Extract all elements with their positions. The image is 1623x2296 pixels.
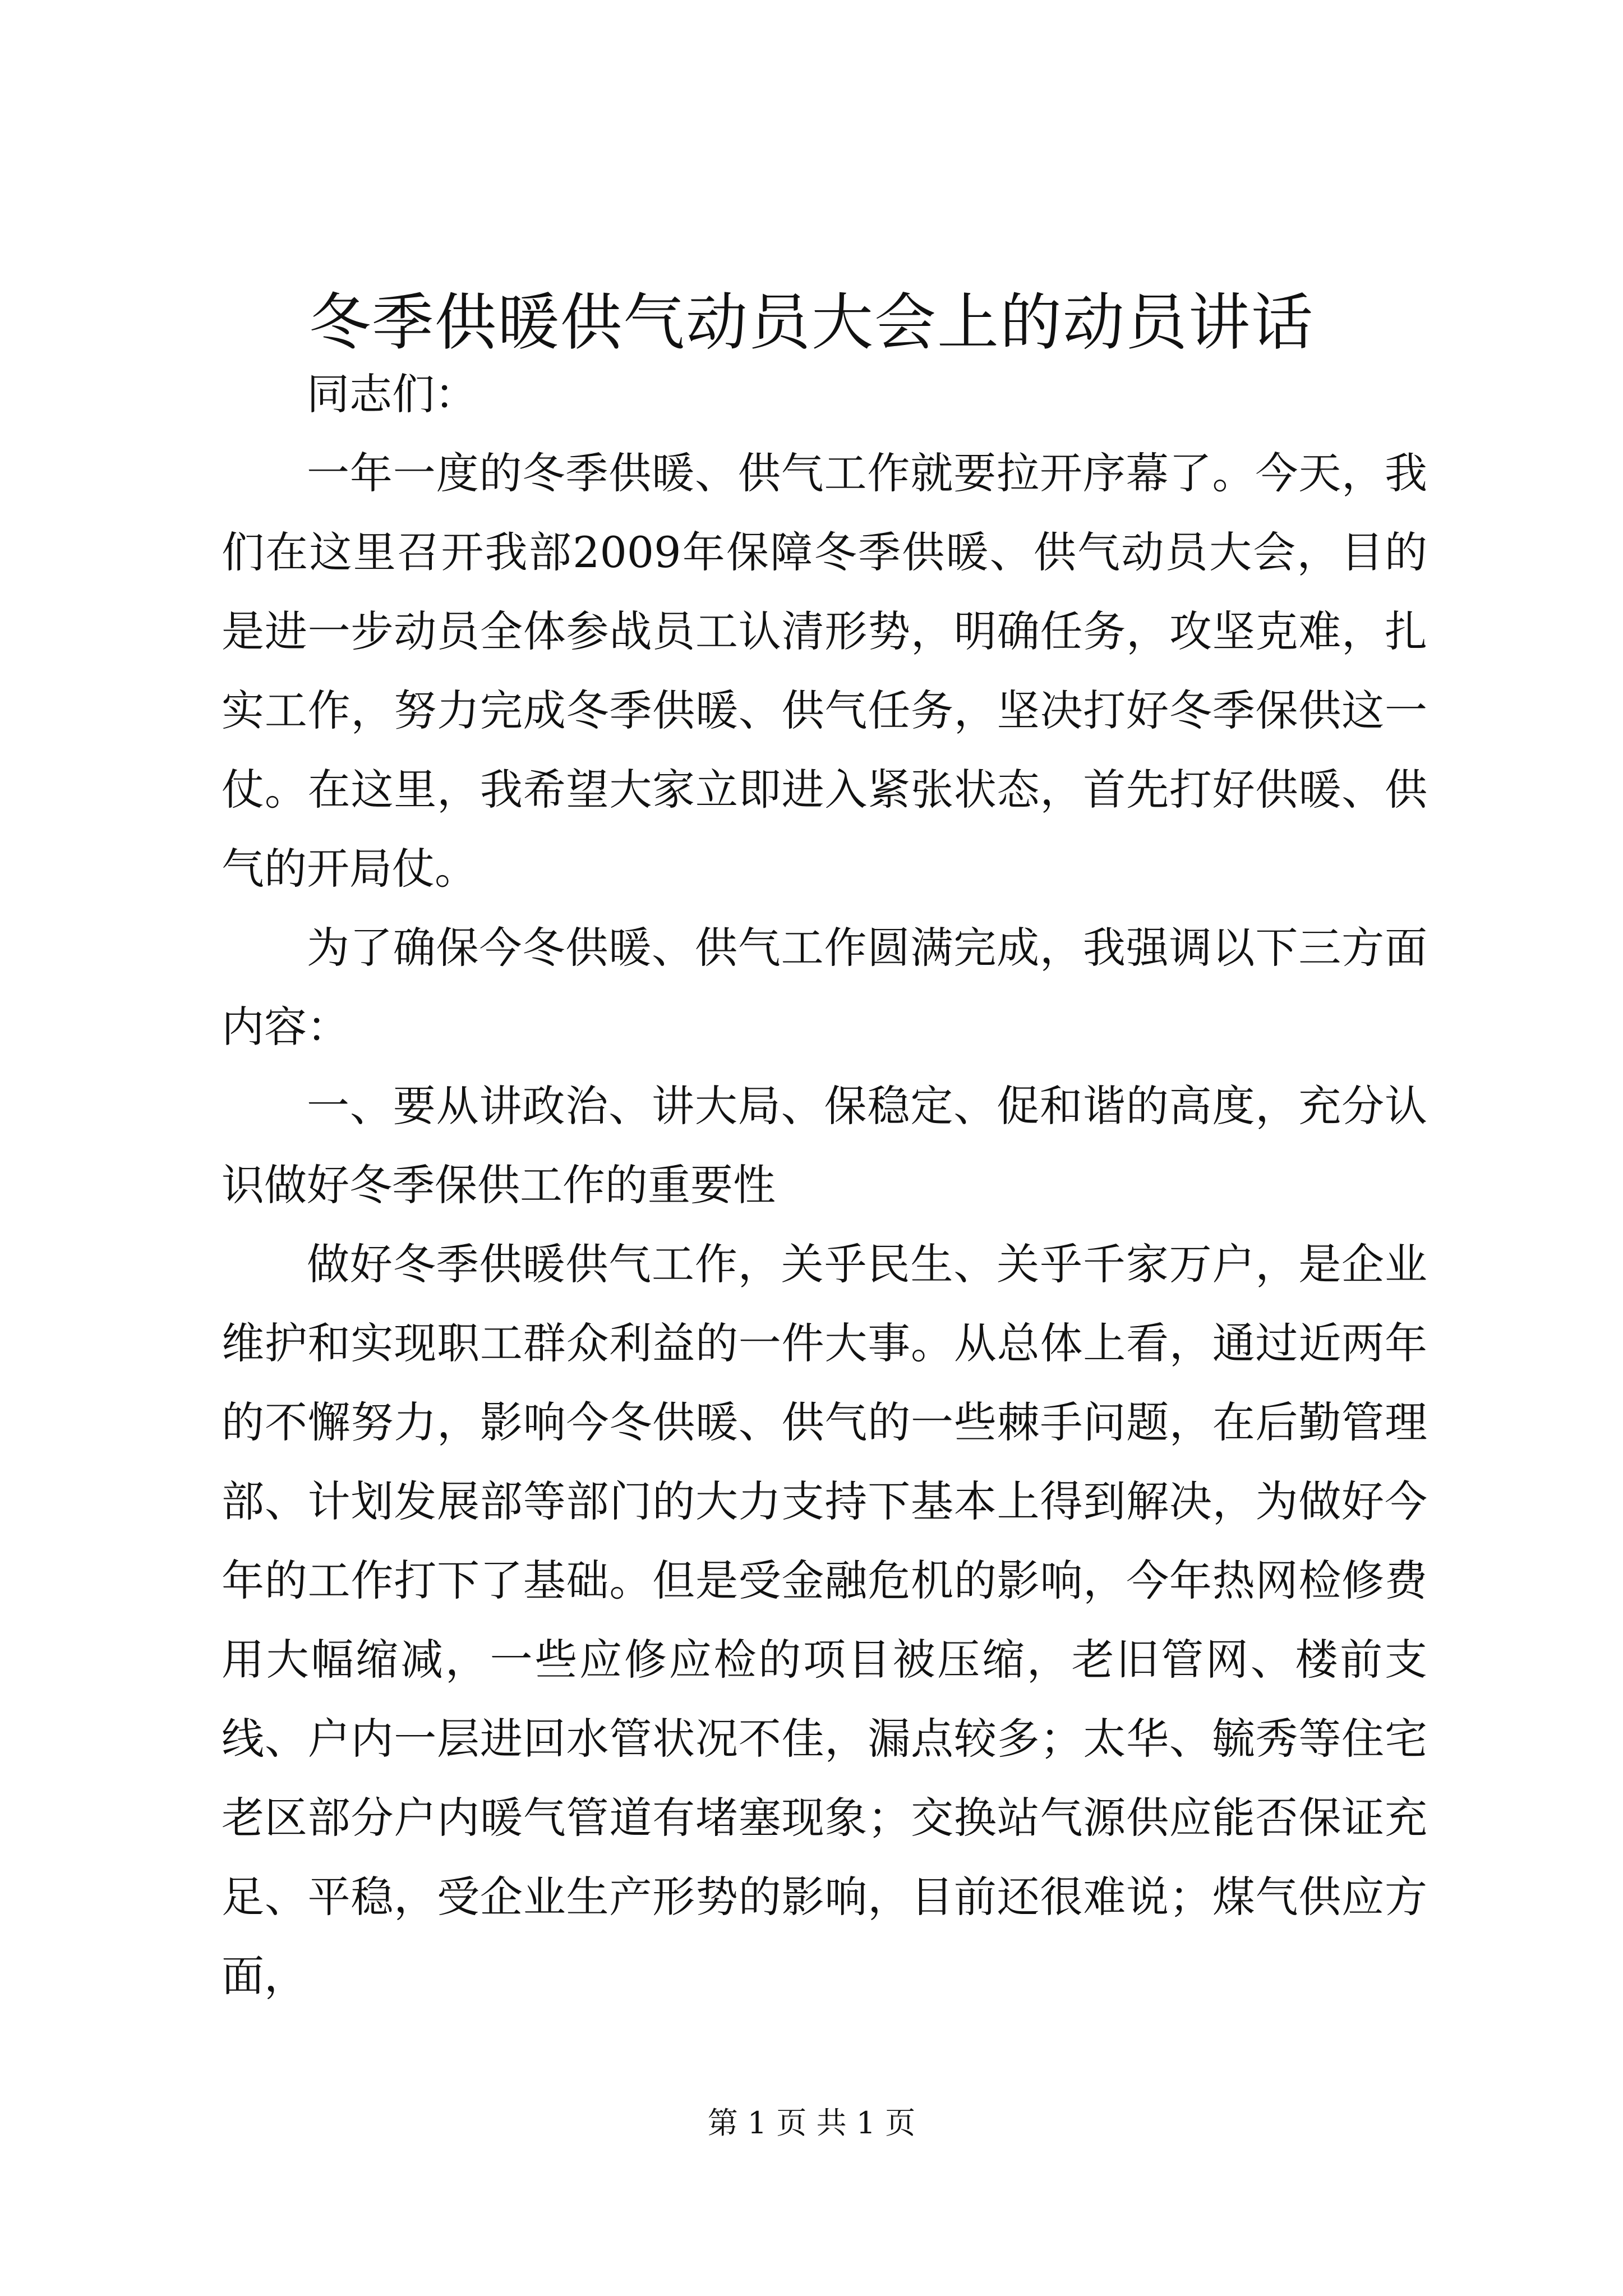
- page-number-footer: 第 1 页 共 1 页: [707, 2105, 916, 2141]
- document-body: [222, 355, 1427, 2016]
- opening-paragraph: 一年一度的冬季供暖、供气工作就要拉开序幕了。今天，我们在这里召开我部2009年保障冬季供暖、供气动员大会，目的是进一步动员全体参战员工认清形势，明确任务，攻坚克难，扎实工作，努力完成冬季供暖、供气任务，坚决打好冬季保供这一仗。在这里，我希望大家立即进入紧张状态，首先打好供暖、供气的开局仗。: [222, 448, 1427, 894]
- document-title: 冬季供暖供气动员大会上的动员讲话: [309, 287, 1314, 358]
- section-heading-1: 一、要从讲政治、讲大局、保稳定、促和谐的高度，充分认识做好冬季保供工作的重要性: [222, 1081, 1427, 1210]
- section-1-paragraph: 做好冬季供暖供气工作，关乎民生、关乎千家万户，是企业维护和实现职工群众利益的一件大事。从总体上看，通过近两年的不懈努力，影响今冬供暖、供气的一些棘手问题，在后勤管理部、计划发展部等部门的大力支持下基本上得到解决，为做好今年的工作打下了基础。但是受金融危机的影响，今年热网检修费用大幅缩减，一些应修应检的项目被压缩，老旧管网、楼前支线、户内一层进回水管状况不佳，漏点较多；太华、毓秀等住宅老区部分户内暖气管道有堵塞现象；交换站气源供应能否保证充足、平稳，受企业生产形势的影响，目前还很难说；煤气供应方面，: [222, 1239, 1427, 2001]
- intro-points-paragraph: 为了确保今冬供暖、供气工作圆满完成，我强调以下三方面内容：: [222, 923, 1427, 1052]
- salutation-paragraph: 同志们：: [307, 369, 477, 419]
